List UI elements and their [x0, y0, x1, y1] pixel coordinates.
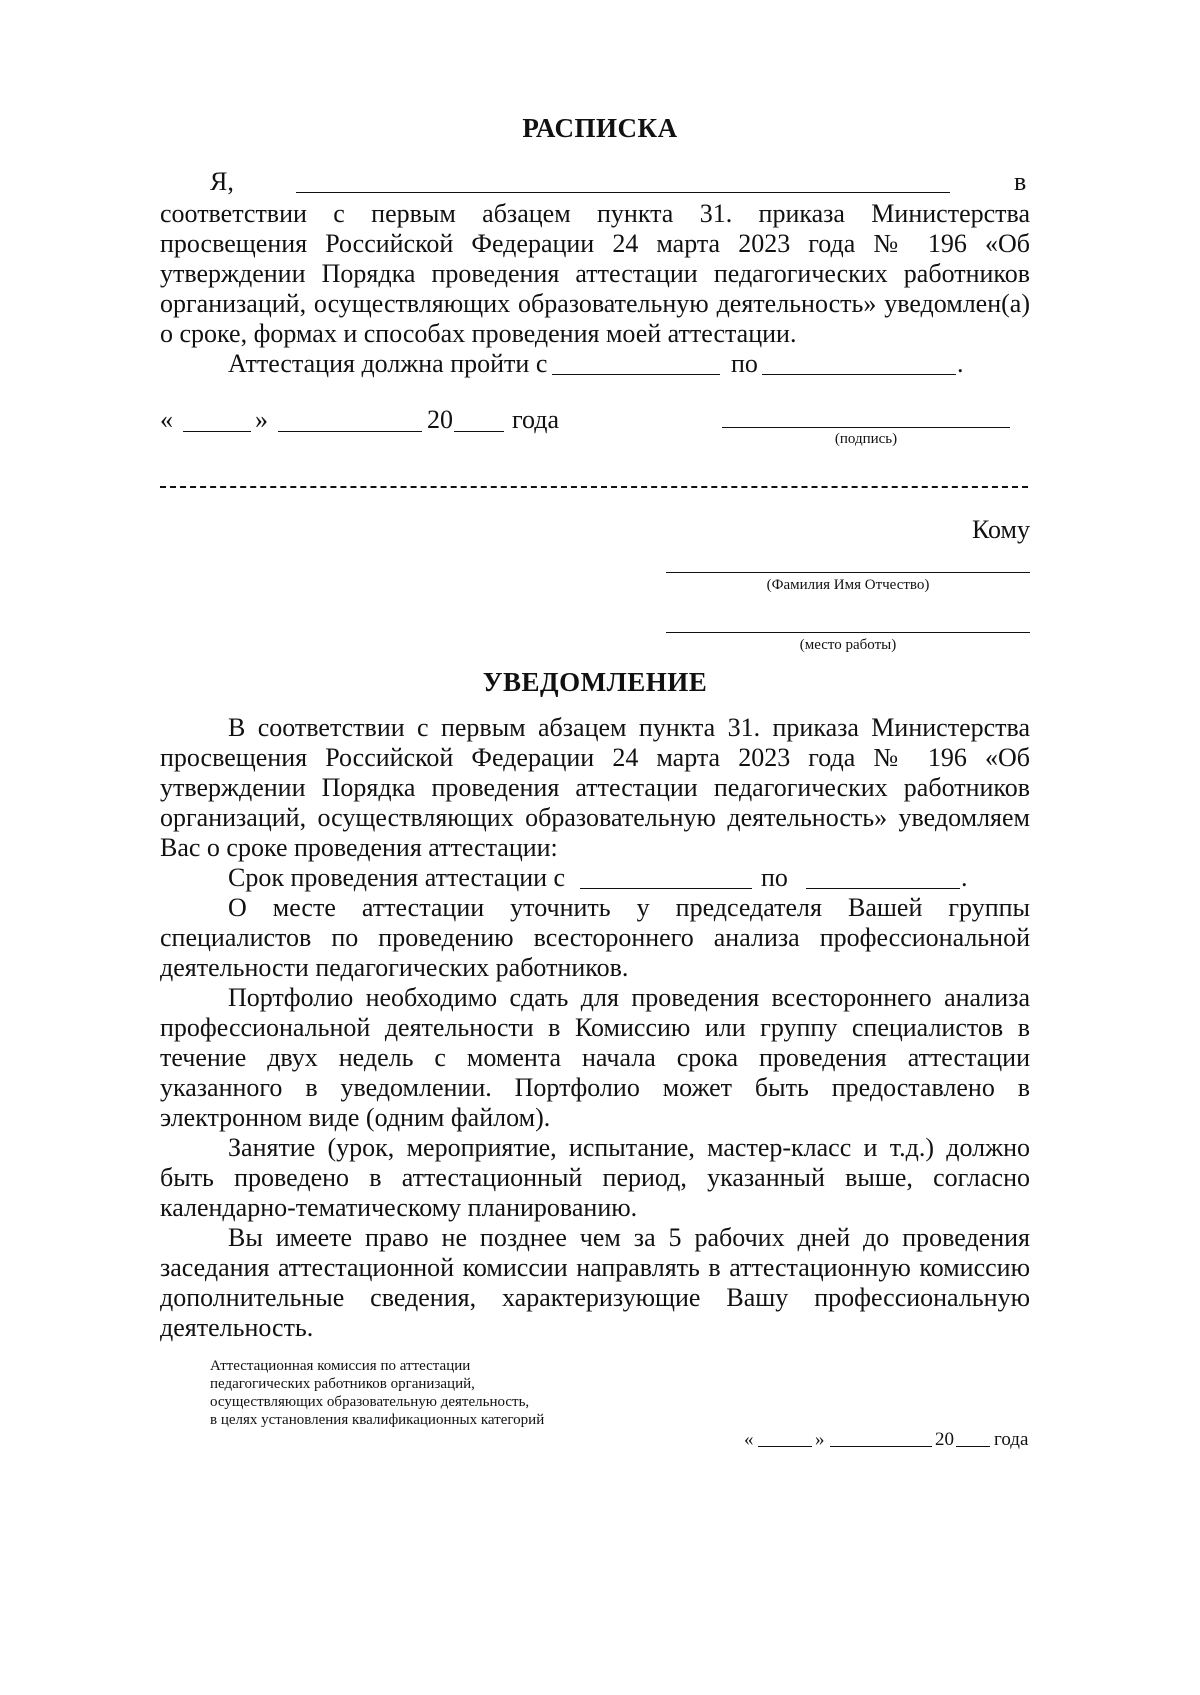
attest-prefix: Аттестация должна пройти с	[228, 349, 548, 378]
notice-para-line: Занятие (урок, мероприятие, испытание, мастер-класс и т.д.) должно	[228, 1133, 1030, 1162]
receipt-name-line[interactable]	[296, 192, 950, 193]
receipt-date-open-quote: «	[160, 405, 173, 434]
notice-para-line: календарно-тематическому планированию.	[160, 1193, 638, 1222]
receipt-para-line: о сроке, формах и способах проведения моей аттестации.	[160, 319, 797, 348]
signature-label: (подпись)	[834, 431, 898, 447]
commission-line: Аттестационная комиссия по аттестации	[210, 1358, 471, 1374]
receipt-date-year-line[interactable]	[454, 431, 504, 432]
commission-line: в целях установления квалификационных категорий	[210, 1412, 545, 1428]
notice-para-line: Вас о сроке проведения аттестации:	[160, 833, 558, 862]
notice-para-line: электронном виде (одним файлом).	[160, 1103, 551, 1132]
fio-label: (Фамилия Имя Отчество)	[766, 577, 930, 593]
notice-para-line: течение двух недель с момента начала срока проведения аттестации	[160, 1043, 1030, 1072]
term-po: по	[761, 863, 788, 892]
cut-separator	[160, 486, 1028, 488]
receipt-para-line: соответствии с первым абзацем пункта 31. приказа Министерства	[160, 199, 1030, 228]
workplace-line[interactable]	[666, 632, 1030, 633]
term-from-line[interactable]	[580, 888, 752, 889]
receipt-date-day-line[interactable]	[183, 431, 251, 432]
footer-date-month-line[interactable]	[830, 1446, 932, 1447]
receipt-i-label: Я,	[210, 167, 234, 196]
attest-dot: .	[957, 349, 964, 378]
notice-para-line: Портфолио необходимо сдать для проведения всестороннего анализа	[228, 983, 1030, 1012]
workplace-label: (место работы)	[799, 637, 897, 653]
attest-po: по	[731, 349, 758, 378]
footer-date-year-prefix: 20	[935, 1429, 954, 1450]
receipt-v-label: в	[1014, 167, 1027, 196]
notice-para-line: утверждении Порядка проведения аттестации педагогических работников	[160, 773, 1030, 802]
notice-para-line: указанного в уведомлении. Портфолио может быть предоставлено в	[160, 1073, 1030, 1102]
receipt-title: РАСПИСКА	[522, 113, 678, 143]
notice-para-line: профессиональной деятельности в Комиссию или группу специалистов в	[160, 1013, 1030, 1042]
term-dot: .	[961, 863, 968, 892]
receipt-para-line: просвещения Российской Федерации 24 марта 2023 года № 196 «Об	[160, 229, 1030, 258]
fio-line[interactable]	[666, 572, 1030, 573]
signature-line[interactable]	[722, 427, 1010, 428]
footer-date-day-line[interactable]	[758, 1446, 812, 1447]
commission-line: осуществляющих образовательную деятельность,	[210, 1394, 530, 1410]
receipt-para-line: организаций, осуществляющих образовательную деятельность» уведомлен(а)	[160, 289, 1030, 318]
footer-date-year-line[interactable]	[956, 1446, 990, 1447]
footer-date-open-quote: «	[744, 1429, 754, 1450]
notice-para-line: организаций, осуществляющих образовательную деятельность» уведомляем	[160, 803, 1030, 832]
notice-para-line: деятельность.	[160, 1313, 314, 1342]
commission-line: педагогических работников организаций,	[210, 1376, 475, 1392]
attest-from-line[interactable]	[552, 374, 720, 375]
term-prefix: Срок проведения аттестации с	[228, 863, 566, 892]
receipt-date-month-line[interactable]	[278, 431, 422, 432]
footer-date-year-suffix: года	[994, 1429, 1029, 1450]
attest-to-line[interactable]	[762, 374, 956, 375]
notice-para-line: В соответствии с первым абзацем пункта 31. приказа Министерства	[228, 713, 1030, 742]
notice-para-line: деятельности педагогических работников.	[160, 953, 629, 982]
receipt-para-line: утверждении Порядка проведения аттестации педагогических работников	[160, 259, 1030, 288]
receipt-date-close-quote: »	[255, 405, 268, 434]
notice-title: УВЕДОМЛЕНИЕ	[482, 667, 708, 697]
notice-para-line: дополнительные сведения, характеризующие Вашу профессиональную	[160, 1283, 1030, 1312]
notice-para-line: О месте аттестации уточнить у председателя Вашей группы	[228, 893, 1030, 922]
footer-date-close-quote: »	[815, 1429, 825, 1450]
term-to-line[interactable]	[806, 888, 960, 889]
notice-para-line: заседания аттестационной комиссии направлять в аттестационную комиссию	[160, 1253, 1030, 1282]
notice-para-line: Вы имеете право не позднее чем за 5 рабочих дней до проведения	[228, 1223, 1030, 1252]
notice-para-line: специалистов по проведению всестороннего анализа профессиональной	[160, 923, 1030, 952]
notice-para-line: быть проведено в аттестационный период, указанный выше, согласно	[160, 1163, 1030, 1192]
receipt-date-year-prefix: 20	[427, 405, 453, 434]
komu-label: Кому	[971, 515, 1030, 544]
receipt-date-year-suffix: года	[512, 405, 560, 434]
notice-para-line: просвещения Российской Федерации 24 марта 2023 года № 196 «Об	[160, 743, 1030, 772]
